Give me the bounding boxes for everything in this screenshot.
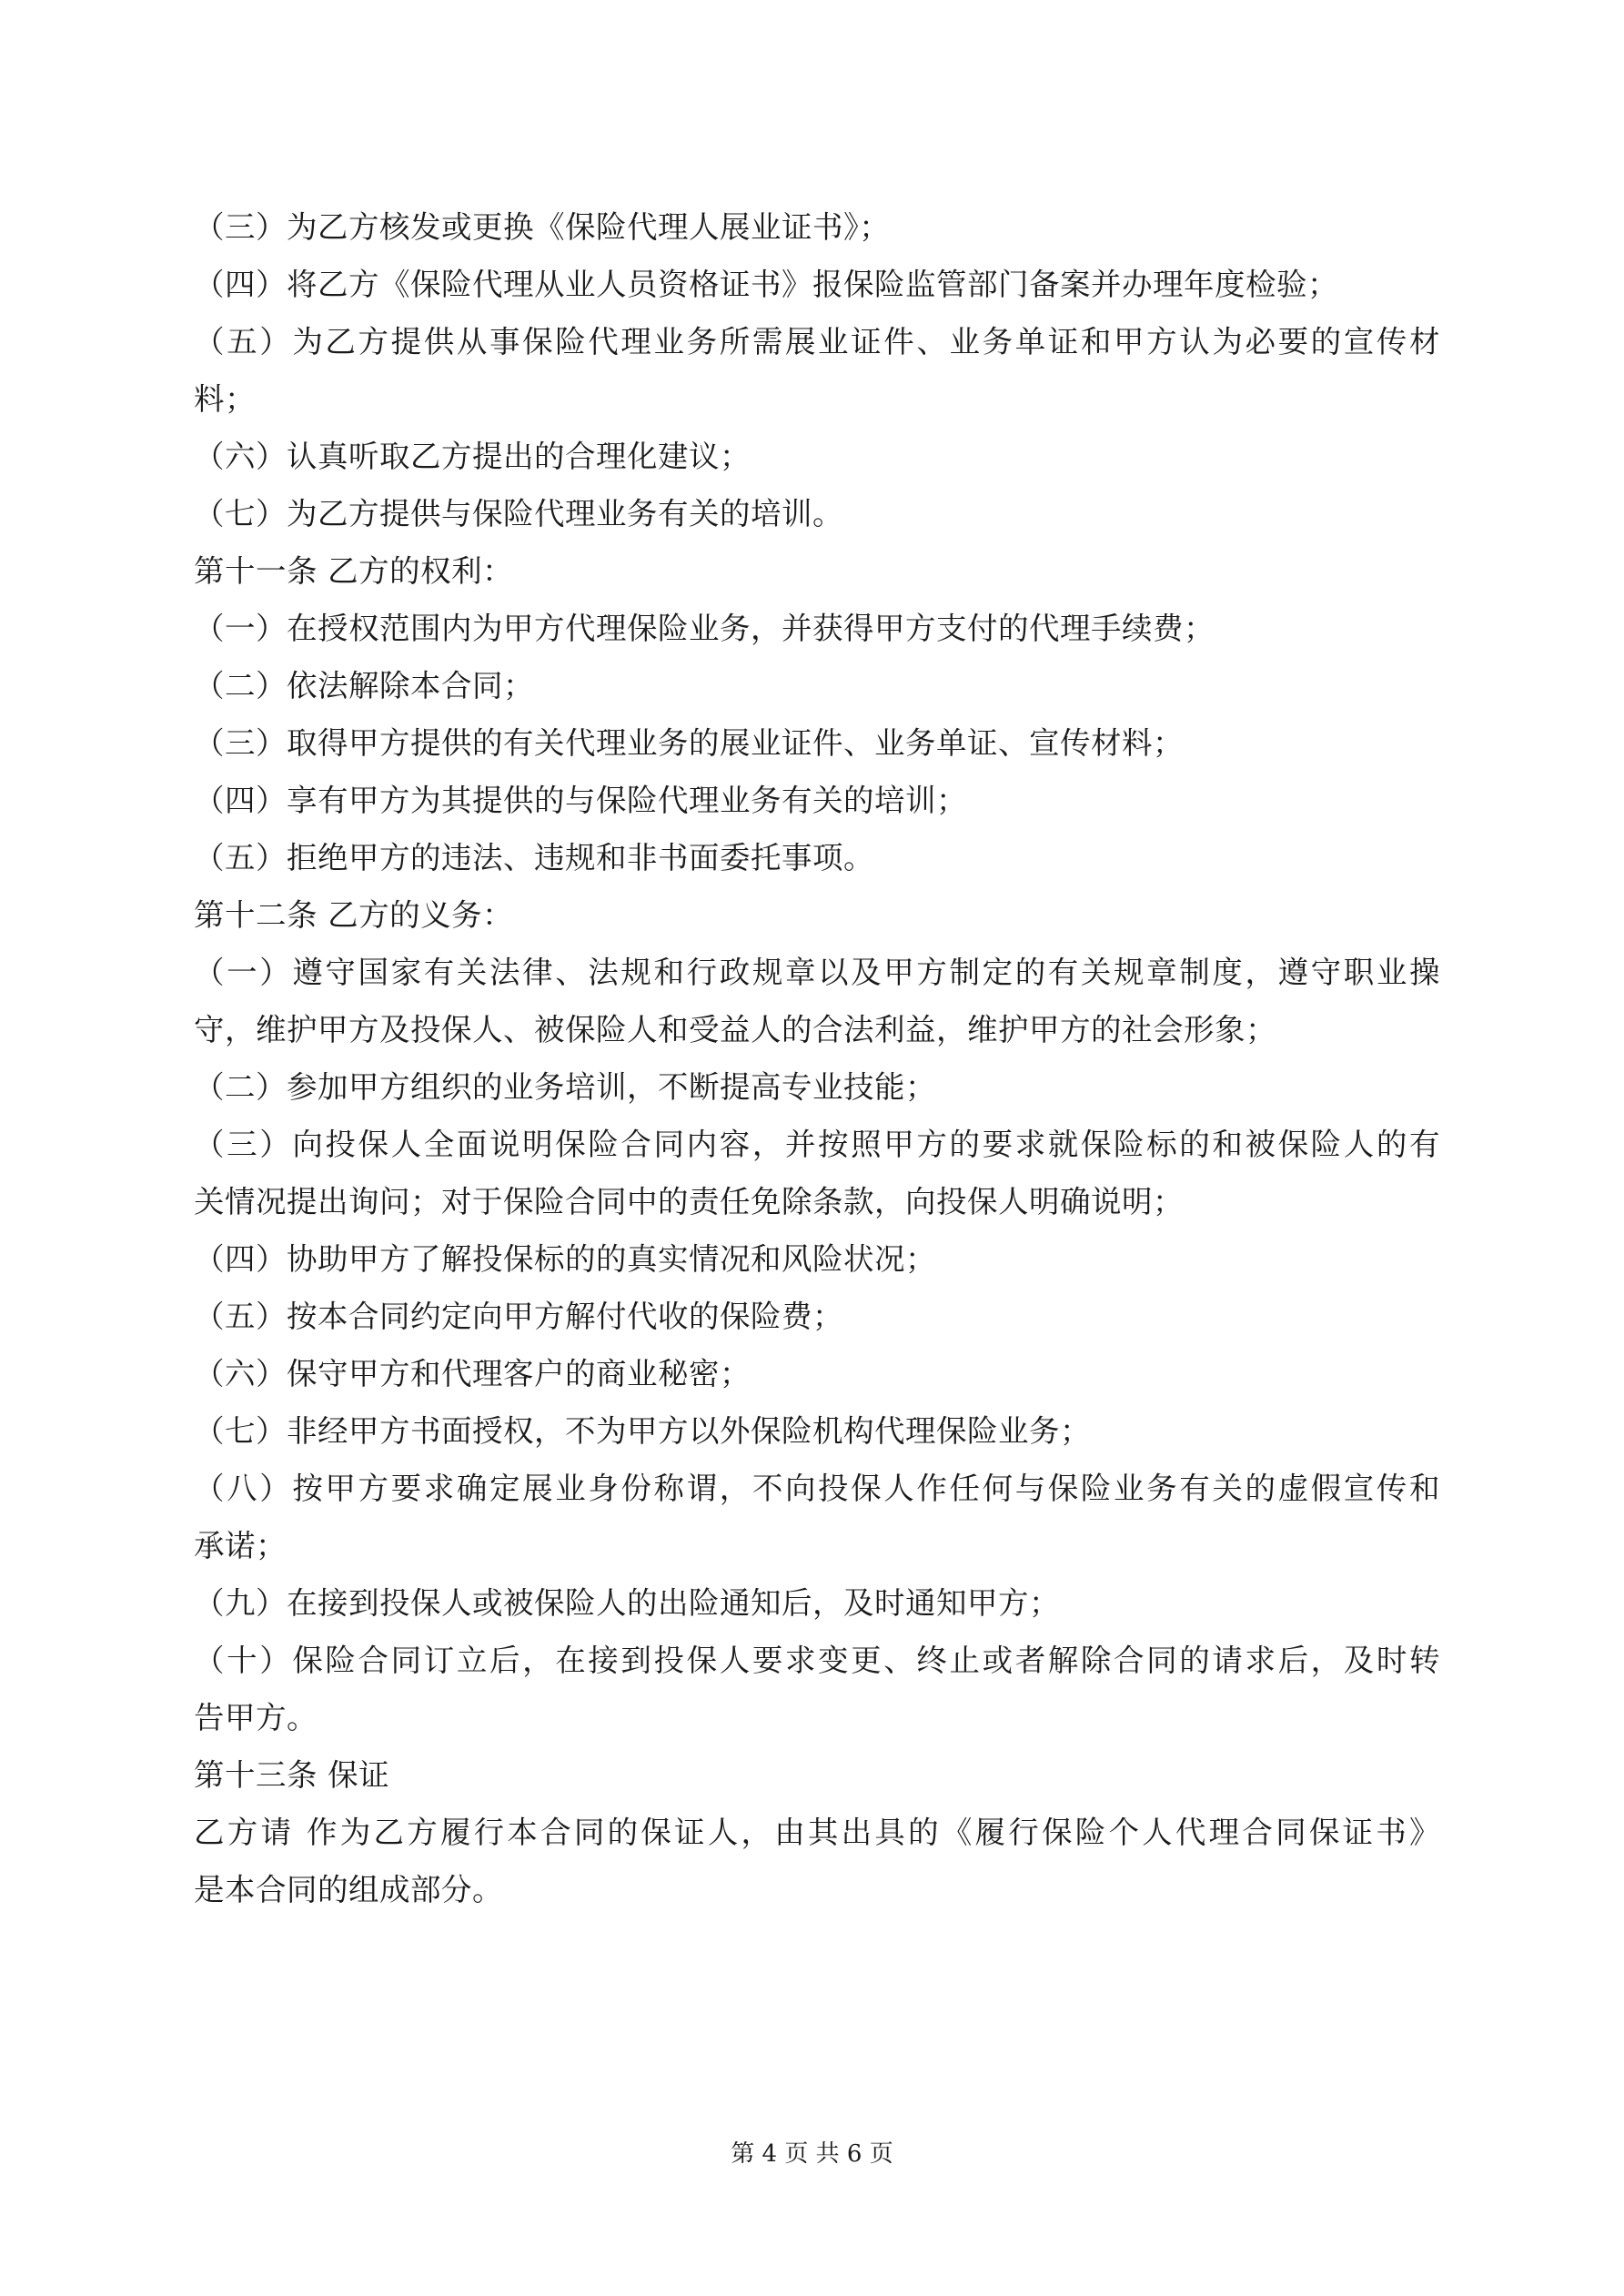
text-line: （六）保守甲方和代理客户的商业秘密； [194, 1356, 751, 1391]
text-line: （六）认真听取乙方提出的合理化建议； [194, 439, 751, 474]
text-line: 承诺； [194, 1528, 287, 1563]
section-heading: 第十二条 乙方的义务： [194, 897, 514, 933]
text-line: （四）享有甲方为其提供的与保险代理业务有关的培训； [194, 783, 967, 818]
text-line: 关情况提出询问；对于保险合同中的责任免除条款，向投保人明确说明； [194, 1184, 1184, 1219]
text-line: （三）为乙方核发或更换《保险代理人展业证书》； [194, 209, 891, 245]
text-line: （二）依法解除本合同； [194, 668, 534, 703]
text-line: （五）拒绝甲方的违法、违规和非书面委托事项。 [194, 840, 874, 875]
text-line: （八）按甲方要求确定展业身份称谓，不向投保人作任何与保险业务有关的虚假宣传和 [194, 1471, 1440, 1506]
text-line: 料； [194, 381, 256, 417]
text-line: 乙方请 作为乙方履行本合同的保证人，由其出具的《履行保险个人代理合同保证书》 [194, 1815, 1440, 1850]
text-line: （四）协助甲方了解投保标的的真实情况和风险状况； [194, 1241, 936, 1277]
text-line: （一）在授权范围内为甲方代理保险业务，并获得甲方支付的代理手续费； [194, 611, 1215, 646]
text-line: （三）取得甲方提供的有关代理业务的展业证件、业务单证、宣传材料； [194, 725, 1184, 761]
text-line: （五）按本合同约定向甲方解付代收的保险费； [194, 1299, 843, 1334]
text-line: （十）保险合同订立后，在接到投保人要求变更、终止或者解除合同的请求后，及时转 [194, 1643, 1440, 1678]
section-heading: 第十三条 保证 [194, 1757, 390, 1793]
text-line: （四）将乙方《保险代理从业人员资格证书》报保险监管部门备案并办理年度检验； [194, 267, 1338, 302]
page-number-footer: 第 4 页 共 6 页 [731, 2140, 893, 2168]
text-line: 是本合同的组成部分。 [194, 1872, 503, 1907]
text-line: （二）参加甲方组织的业务培训，不断提高专业技能； [194, 1069, 936, 1105]
text-line: （一）遵守国家有关法律、法规和行政规章以及甲方制定的有关规章制度，遵守职业操 [194, 955, 1440, 990]
text-line: （七）非经甲方书面授权，不为甲方以外保险机构代理保险业务； [194, 1413, 1091, 1449]
text-line: （五）为乙方提供从事保险代理业务所需展业证件、业务单证和甲方认为必要的宣传材 [194, 324, 1440, 359]
text-line: 守，维护甲方及投保人、被保险人和受益人的合法利益，维护甲方的社会形象； [194, 1012, 1276, 1047]
text-line: （三）向投保人全面说明保险合同内容，并按照甲方的要求就保险标的和被保险人的有 [194, 1127, 1440, 1162]
text-line: 告甲方。 [194, 1700, 318, 1735]
document-body [194, 198, 1440, 1918]
section-heading: 第十一条 乙方的权利： [194, 553, 514, 589]
text-line: （九）在接到投保人或被保险人的出险通知后，及时通知甲方； [194, 1585, 1060, 1621]
text-line: （七）为乙方提供与保险代理业务有关的培训。 [194, 496, 843, 531]
